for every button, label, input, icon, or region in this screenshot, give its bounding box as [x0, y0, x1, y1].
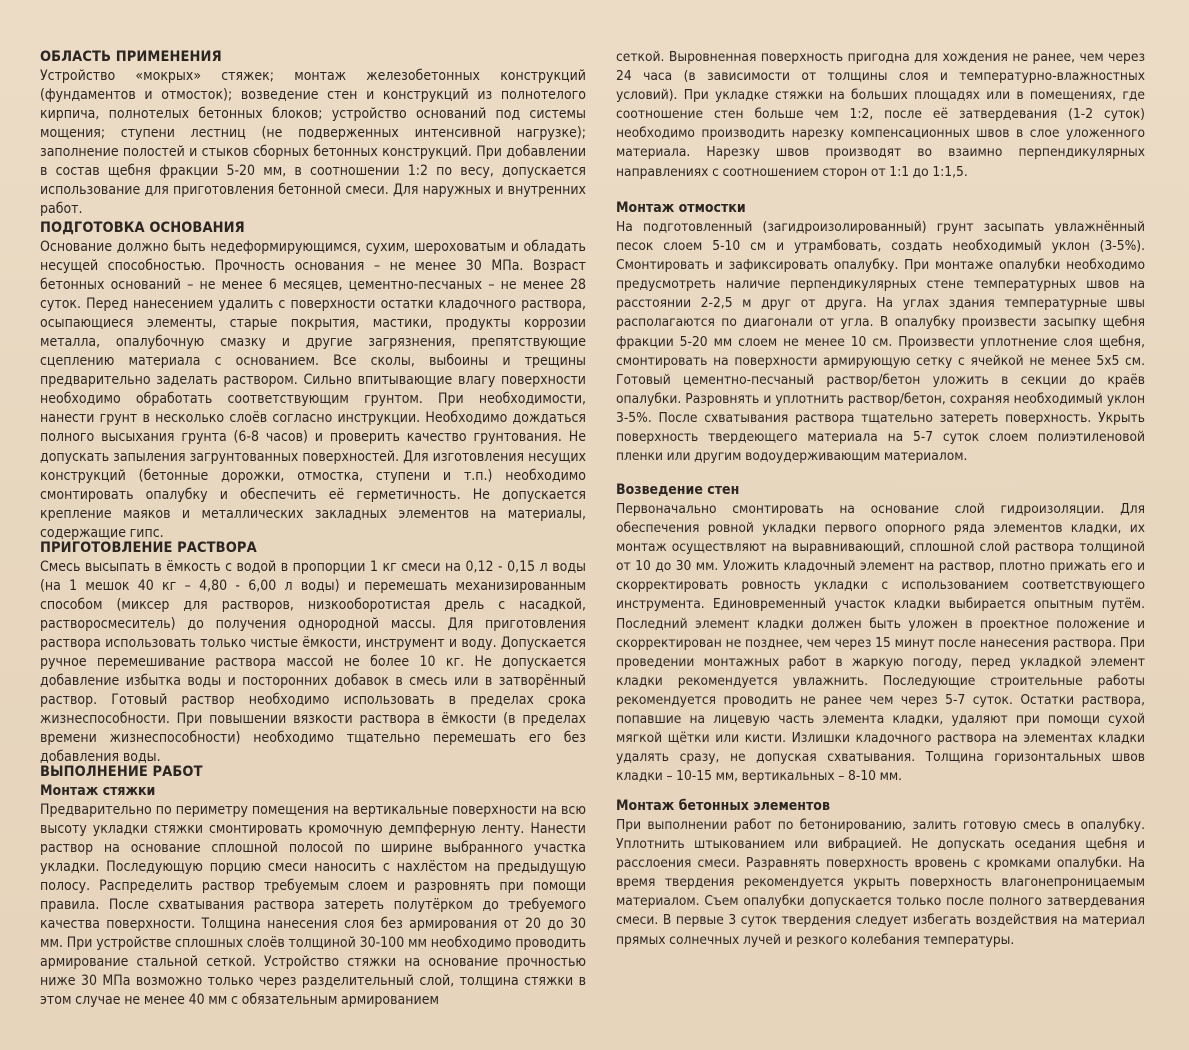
walls-text: Первоначально смонтировать на основание слой гидроизоляции. Для обеспечения ровной укладки первого опорного ряда элементов кладки, их монтаж осуществляют на выравнивающий, сплошной слой раствора толщиной от 10 до 30 мм. Уложить кладочный элемент на раствор, плотно прижать его и скорректировать ровность укладки с использованием соответствующего инструмента. Единовременный участок кладки выбирается опытным путём. Последний элемент кладки должен быть уложен в проектное положение и скорректирован не позднее, чем через 15 минут после нанесения раствора. При проведении монтажных работ в жаркую погоду, перед укладкой элемент кладки рекомендуется увлажнить. Последующие строительные работы рекомендуется проводить не ранее чем через 5-7 суток. Остатки раствора, попавшие на лицевую часть элемента кладки, удаляют при помощи сухой мягкой щётки или кисти. Излишки кладочного раствора на элементах кладки удалять сразу, не допуская схватывания. Толщина горизонтальных швов кладки – 10-15 мм, вертикальных – 8-10 мм. [616, 501, 1145, 785]
walls-subheading: Возведение стен [616, 482, 740, 498]
section-scope [40, 48, 586, 219]
section-works [40, 763, 586, 1011]
mixing-text: Смесь высыпать в ёмкость с водой в пропорции 1 кг смеси на 0,12 - 0,15 л воды (на 1 мешок 40 кг – 4,80 - 6,00 л воды) и перемешать механизированным способом (миксер для растворов, низкооборотистая дрель с насадкой, растворосмеситель) до получения однородной массы. Для приготовления раствора использовать только чистые ёмкости, инструмент и воду. Допускается ручное перемешивание раствора массой не более 10 кг. Не допускается добавление избытка воды и посторонних добавок в смесь или в затворённый раствор. Готовый раствор необходимо использовать в пределах срока жизнеспособности. При повышении вязкости раствора в ёмкости (в пределах времени жизнеспособности) необходимо тщательно перемешать его без добавления воды. [40, 559, 586, 766]
screed-text: Предварительно по периметру помещения на вертикальные поверхности на всю высоту укладки стяжки смонтировать кромочную демпферную ленту. Нанести раствор на основание сплошной полосой по ширине выбранного участка укладки. Последующую порцию смеси наносить с нахлёстом на предыдущую полосу. Распределить раствор требуемым слоем и разровнять при помощи правила. После схватывания раствора затереть полутёрком до требуемого качества поверхности. Толщина нанесения слоя без армирования от 20 до 30 мм. При устройстве сплошных слоёв толщиной 30-100 мм необходимо проводить армирование стальной сеткой. Устройство стяжки на основание прочностью ниже 30 МПа возможно только через разделительный слой, толщина стяжки в этом случае не менее 40 мм с обязательным армированием [40, 802, 586, 1009]
section-screed-continued [616, 48, 1145, 182]
base-prep-text: Основание должно быть недеформирующимся, сухим, шероховатым и обладать несущей способностью. Прочность основания – не менее 30 МПа. Возраст бетонных оснований – не менее 6 месяцев, цементно-песчаных – не менее 28 суток. Перед нанесением удалить с поверхности остатки кладочного раствора, осыпающиеся элементы, старые покрытия, мастики, продукты коррозии металла, опалубочную смазку и другие загрязнения, препятствующие сцеплению материала с основанием. Все сколы, выбоины и трещины предварительно заделать раствором. Сильно впитывающие влагу поверхности необходимо обработать соответствующим грунтом. При необходимости, нанести грунт в несколько слоёв согласно инструкции. Необходимо дождаться полного высыхания грунта (6-8 часов) и проверить качество грунтования. Не допускать запыления загрунтованных поверхностей. Для изготовления несущих конструкций (бетонные дорожки, отмостка, ступени и т.п.) необходимо смонтировать опалубку и обеспечить её герметичность. Не допускается крепление маяков и металлических закладных элементов на материалы, содержащие гипс. [40, 239, 586, 541]
section-walls [616, 481, 1145, 786]
blind-area-subheading: Монтаж отмостки [616, 200, 746, 216]
base-prep-heading: ПОДГОТОВКА ОСНОВАНИЯ [40, 220, 245, 236]
screed-subheading: Монтаж стяжки [40, 783, 156, 799]
section-mixing [40, 539, 586, 768]
scope-heading: ОБЛАСТЬ ПРИМЕНЕНИЯ [40, 49, 222, 65]
concrete-subheading: Монтаж бетонных элементов [616, 798, 830, 814]
section-base-prep [40, 219, 586, 543]
concrete-text: При выполнении работ по бетонированию, залить готовую смесь в опалубку. Уплотнить штыкованием или вибрацией. Не допускать оседания щебня и расслоения смеси. Разравнять поверхность вровень с кромками опалубки. На время твердения рекомендуется укрыть поверхность влагонепроницаемым материалом. Съем опалубки допускается только после полного затвердевания смеси. В первые 3 суток твердения следует избегать воздействия на материал прямых солнечных лучей и резкого колебания температуры. [616, 817, 1145, 948]
section-concrete [616, 797, 1145, 950]
works-heading: ВЫПОЛНЕНИЕ РАБОТ [40, 764, 203, 780]
blind-area-text: На подготовленный (загидроизолированный) грунт засыпать увлажнённый песок слоем 5-10 см и утрамбовать, создать необходимый уклон (3-5%). Смонтировать и зафиксировать опалубку. При монтаже опалубки необходимо предусмотреть наличие перпендикулярных стене температурных швов на расстоянии 2-2,5 м друг от друга. На углах здания температурные швы располагаются по диагонали от угла. В опалубку произвести засыпку щебня фракции 5-20 мм слоем не менее 10 см. Произвести уплотнение слоя щебня, смонтировать на поверхности армирующую сетку с ячейкой не менее 5х5 см. Готовый цементно-песчаный раствор/бетон уложить в секции до краёв опалубки. Разровнять и уплотнить раствор/бетон, сохраняя необходимый уклон 3-5%. После схватывания раствора тщательно затереть поверхность. Укрыть поверхность твердеющего материала на 5-7 суток слоем полиэтиленовой пленки или другим водоудерживающим материалом. [616, 219, 1145, 465]
section-blind-area [616, 199, 1145, 466]
scope-text: Устройство «мокрых» стяжек; монтаж железобетонных конструкций (фундаментов и отмосток); возведение стен и конструкций из полнотелого кирпича, полнотелых бетонных блоков; устройство оснований под системы мощения; ступени лестниц (не подверженных интенсивной нагрузке); заполнение полостей и стыков сборных бетонных конструкций. При добавлении в состав щебня фракции 5-20 мм, в соотношении 1:2 по весу, допускается использование для приготовления бетонной смеси. Для наружных и внутренних работ. [40, 68, 586, 218]
mixing-heading: ПРИГОТОВЛЕНИЕ РАСТВОРА [40, 540, 257, 556]
screed-continued-text: сеткой. Выровненная поверхность пригодна для хождения не ранее, чем через 24 часа (в зависимости от толщины слоя и температурно-влажностных условий). При укладке стяжки на больших площадях или в помещениях, где соотношение стен больше чем 1:2, после её затвердевания (1-2 суток) необходимо производить нарезку компенсационных швов в слое уложенного материала. Нарезку швов производят во взаимно перпендикулярных направлениях с соотношением сторон от 1:1 до 1:1,5. [616, 49, 1145, 180]
